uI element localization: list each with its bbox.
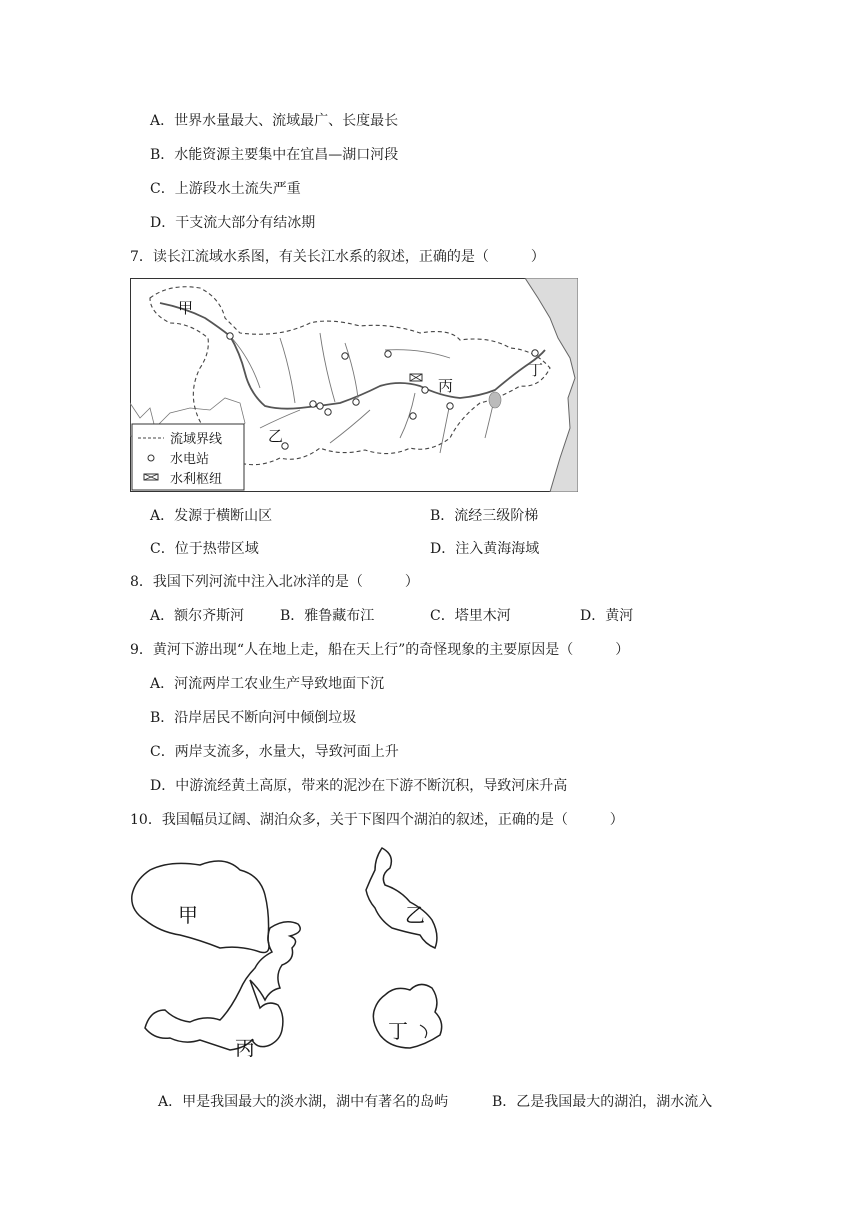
- q10-stem: 10．我国幅员辽阔、湖泊众多，关于下图四个湖泊的叙述，正确的是（ ）: [130, 812, 624, 828]
- map-label-bing: 丙: [438, 377, 454, 395]
- map-label-jia: 甲: [178, 299, 194, 317]
- lake-yi-outline: [366, 848, 437, 948]
- q6-option-c: C．上游段水土流失严重: [150, 181, 301, 197]
- lake-shape: [489, 392, 501, 408]
- q9-option-a: A．河流两岸工农业生产导致地面下沉: [150, 676, 385, 692]
- q7-stem: 7．读长江流域水系图，有关长江水系的叙述，正确的是（ ）: [130, 249, 545, 265]
- q7-option-b: B．流经三级阶梯: [430, 508, 539, 524]
- q9-option-c: C．两岸支流多，水量大，导致河面上升: [150, 744, 399, 760]
- q9-stem: 9．黄河下游出现“人在地上走，船在天上行”的奇怪现象的主要原因是（ ）: [130, 642, 630, 658]
- lake-jia-label: 甲: [178, 903, 198, 927]
- lake-yi-label: 乙: [405, 903, 425, 927]
- q8-option-c: C．塔里木河: [430, 608, 511, 624]
- q8-stem: 8．我国下列河流中注入北冰洋的是（ ）: [130, 574, 419, 590]
- q8-option-b: B．雅鲁藏布江: [280, 608, 375, 624]
- q10-option-a: A．甲是我国最大的淡水湖，湖中有著名的岛屿: [158, 1094, 449, 1110]
- q9-option-d: D．中游流经黄土高原，带来的泥沙在下游不断沉积，导致河床升高: [150, 778, 568, 794]
- four-lakes-figure: [120, 840, 460, 1080]
- map-legend: [132, 424, 244, 490]
- lake-bing-outline: [145, 922, 300, 1050]
- q9-option-b: B．沿岸居民不断向河中倾倒垃圾: [150, 710, 357, 726]
- q6-option-a: A．世界水量最大、流域最广、长度最长: [150, 113, 399, 129]
- q7-option-c: C．位于热带区域: [150, 541, 259, 557]
- q8-option-a: A．额尔齐斯河: [150, 608, 245, 624]
- q7-option-a: A．发源于横断山区: [150, 508, 273, 524]
- q7-option-d: D．注入黄海海域: [430, 541, 540, 557]
- q10-option-b: B．乙是我国最大的湖泊，湖水流入: [492, 1094, 713, 1110]
- map-label-ding: 丁: [528, 361, 544, 379]
- lake-bing-label: 丙: [235, 1036, 255, 1060]
- q6-option-d: D．干支流大部分有结冰期: [150, 215, 316, 231]
- water-conservancy-hub-icon: [410, 374, 422, 381]
- yangtze-basin-map: [130, 278, 578, 492]
- lake-ding-label: 丁: [388, 1019, 408, 1043]
- q8-option-d: D．黄河: [580, 608, 634, 624]
- q6-option-b: B．水能资源主要集中在宜昌—湖口河段: [150, 147, 399, 163]
- lake-jia-outline: [132, 861, 269, 953]
- legend-water-hub: 水利枢纽: [170, 472, 223, 487]
- legend-basin-boundary: 流域界线: [170, 432, 223, 447]
- legend-hydropower: 水电站: [170, 452, 210, 467]
- map-label-yi: 乙: [268, 427, 284, 445]
